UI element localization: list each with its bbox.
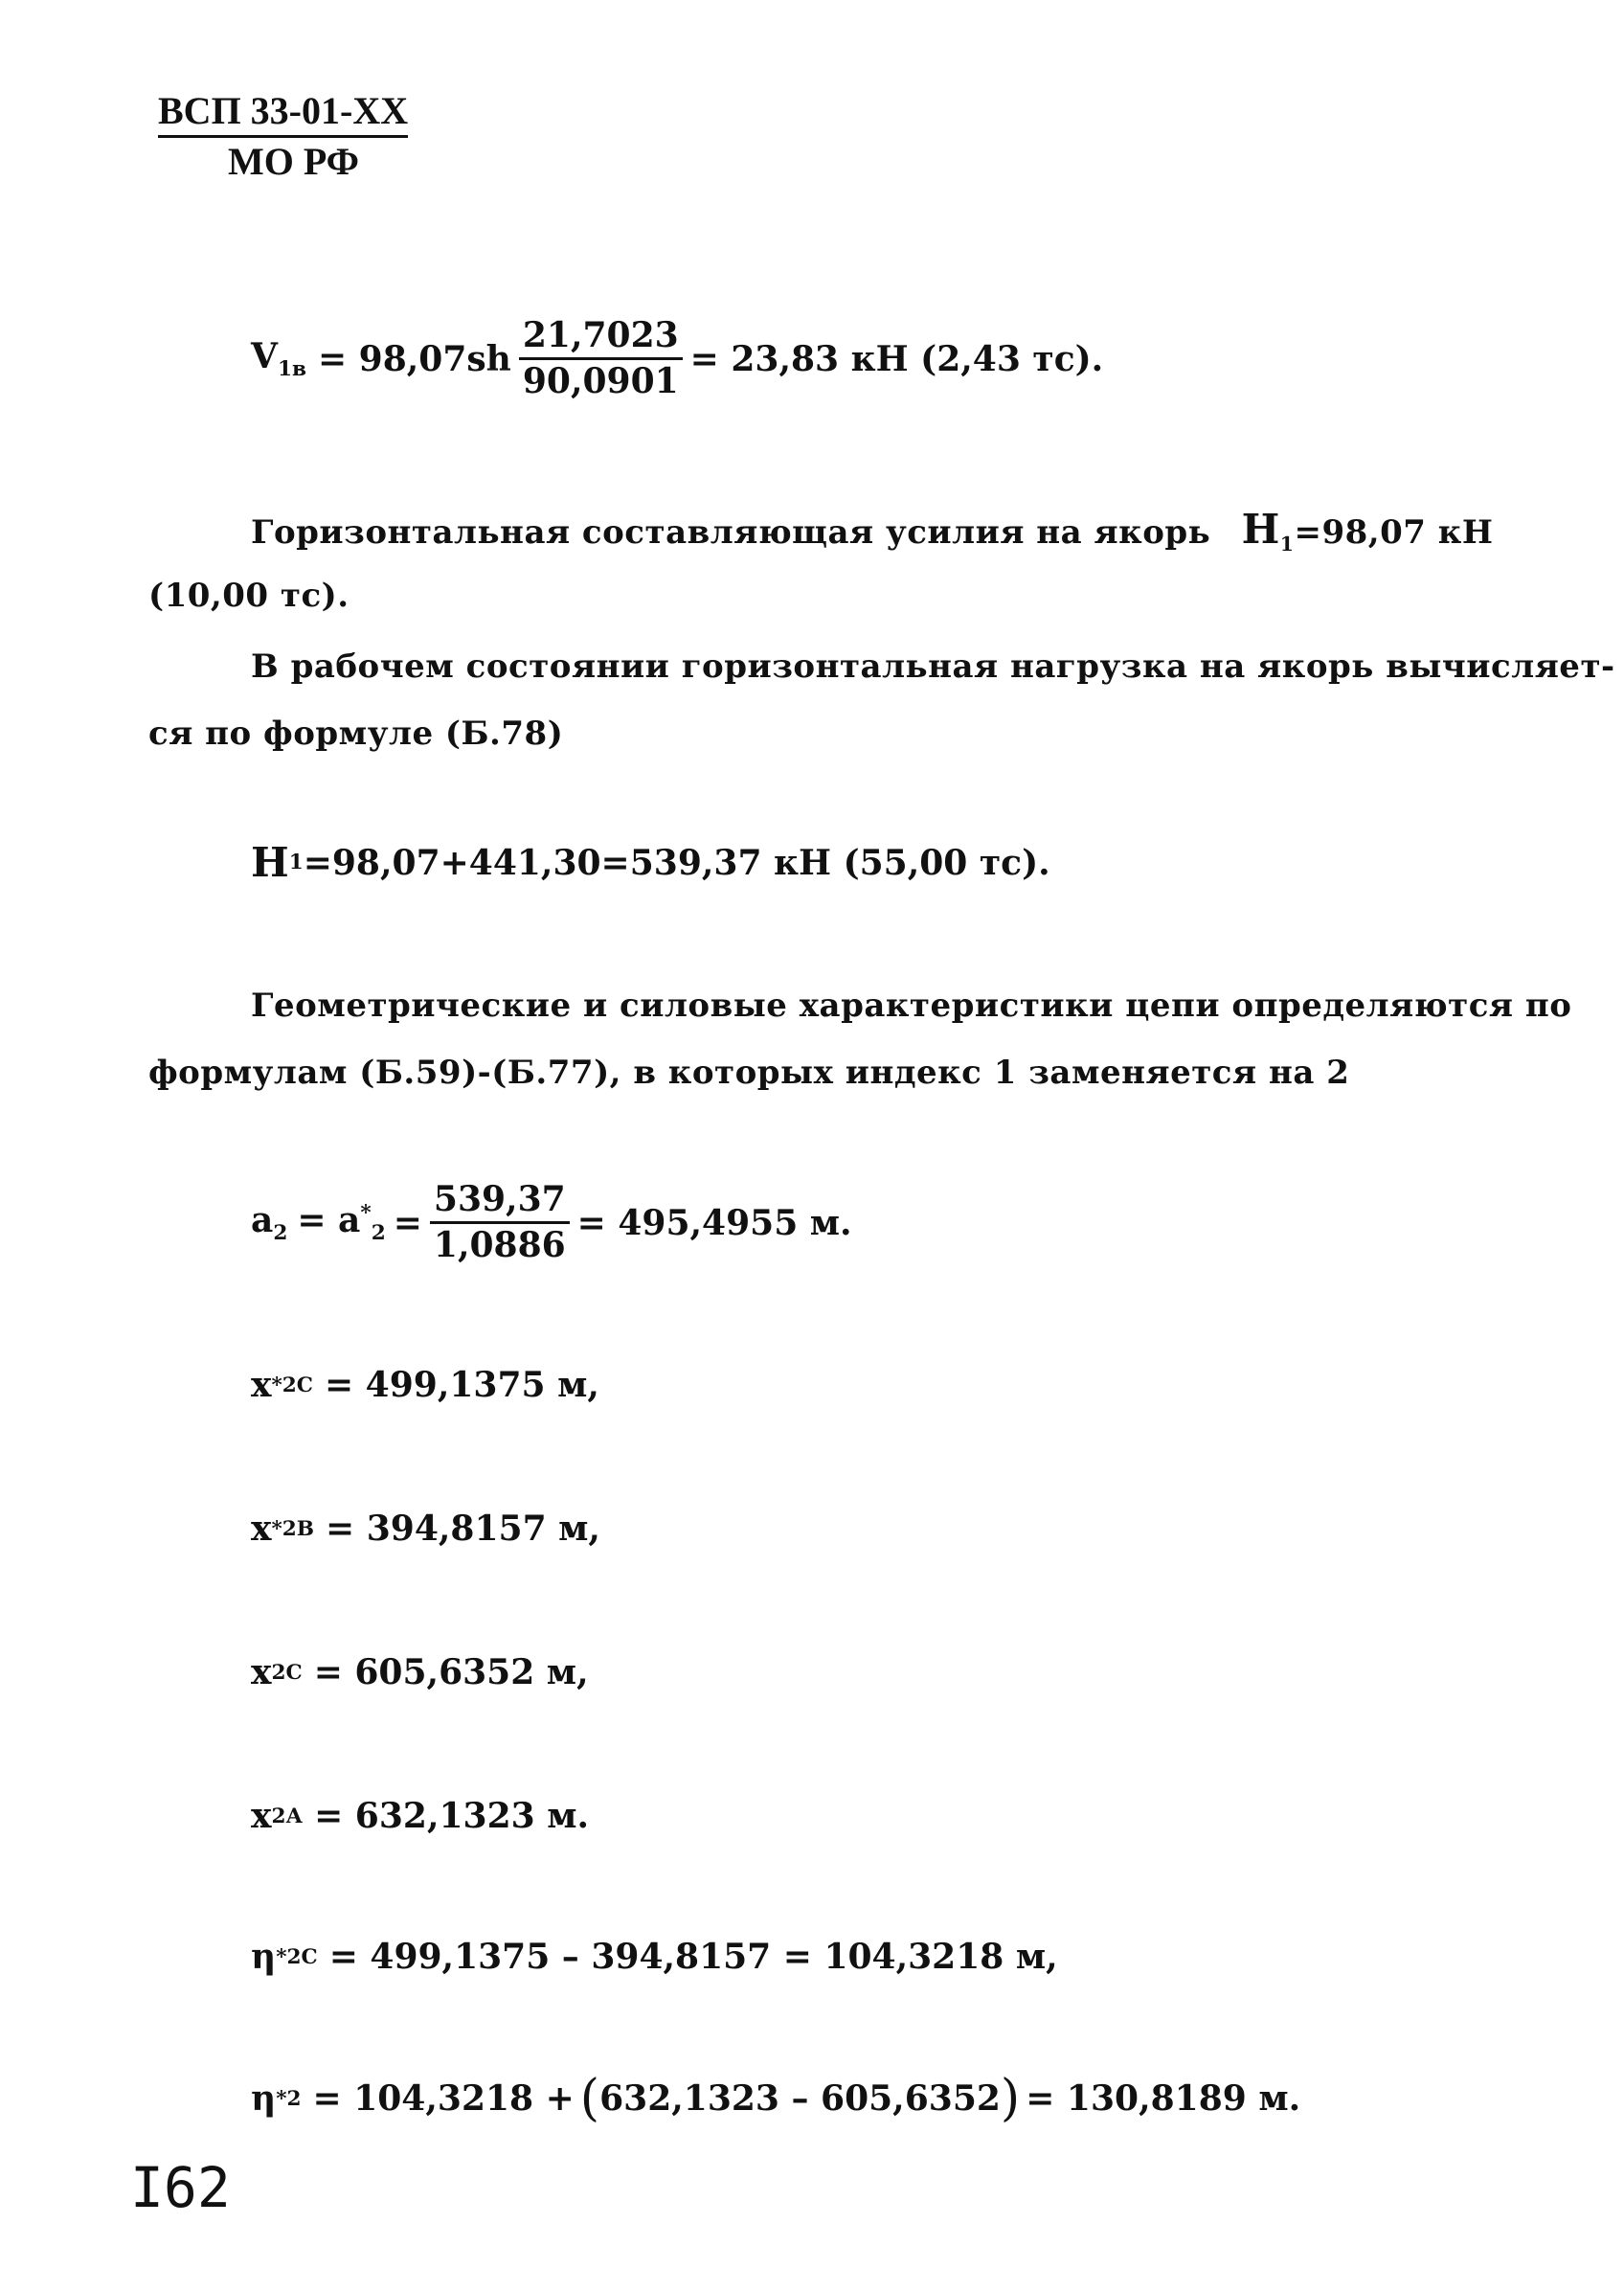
paragraph-3-line-1: Геометрические и силовые характеристики цепи определяются по bbox=[251, 987, 1572, 1025]
page-number: I62 bbox=[130, 2155, 231, 2220]
fraction bbox=[430, 1180, 570, 1266]
eq-lhs: $V_{1в}$ bbox=[251, 336, 306, 382]
eq-mid: = 98,07sh bbox=[317, 338, 511, 379]
equation-eta2c: η * 2С = 499,1375 – 394,8157 = 104,3218 м, bbox=[251, 1937, 1058, 1977]
equation-x2c: x 2С = 605,6352 м, bbox=[251, 1652, 589, 1692]
paragraph-1-line-1: Горизонтальная составляющая усилия на якорь $H_1=98,07$ кН bbox=[251, 506, 1494, 556]
equation-x2a: x 2А = 632,1323 м. bbox=[251, 1796, 590, 1836]
equation-x2b-star: x * 2В = 394,8157 м, bbox=[251, 1509, 600, 1549]
fraction-denominator: 1,0886 bbox=[433, 1225, 566, 1266]
document-code: ВСП 33-01-ХХ bbox=[158, 88, 408, 138]
equation-a2: $a_2$ = $a^*_2$ = $\frac{539,37}{1,0886}$ = 495,4955 м. bbox=[251, 1179, 852, 1266]
paragraph-2-line-2: ся по формуле (Б.78) bbox=[148, 715, 564, 753]
fraction bbox=[519, 316, 683, 402]
fraction-numerator: 21,7023 bbox=[519, 316, 683, 360]
equation-h1: H 1 =98,07+441,30=539,37 кН (55,00 тс). bbox=[251, 839, 1050, 886]
paragraph-2-line-1: В рабочем состоянии горизонтальная нагрузка на якорь вычисляет- bbox=[251, 647, 1615, 686]
document-org: МО РФ bbox=[228, 140, 359, 183]
paragraph-1-line-2: (10,00 тс). bbox=[148, 577, 350, 615]
equation-x2c-star: x * 2С = 499,1375 м, bbox=[251, 1365, 599, 1405]
fraction-denominator: 90,0901 bbox=[522, 361, 679, 402]
eq-rhs: = 23,83 кН (2,43 тс). bbox=[689, 338, 1104, 379]
equation-eta2: η * 2 = 104,3218 + ( 632,1323 – 605,6352 ) = 130,8189 м. bbox=[251, 2070, 1301, 2127]
fraction-numerator: 539,37 bbox=[430, 1180, 570, 1224]
equation-v1b bbox=[251, 316, 1103, 402]
paragraph-3-line-2: формулам (Б.59)-(Б.77), в которых индекс 1 заменяется на 2 bbox=[148, 1054, 1350, 1092]
